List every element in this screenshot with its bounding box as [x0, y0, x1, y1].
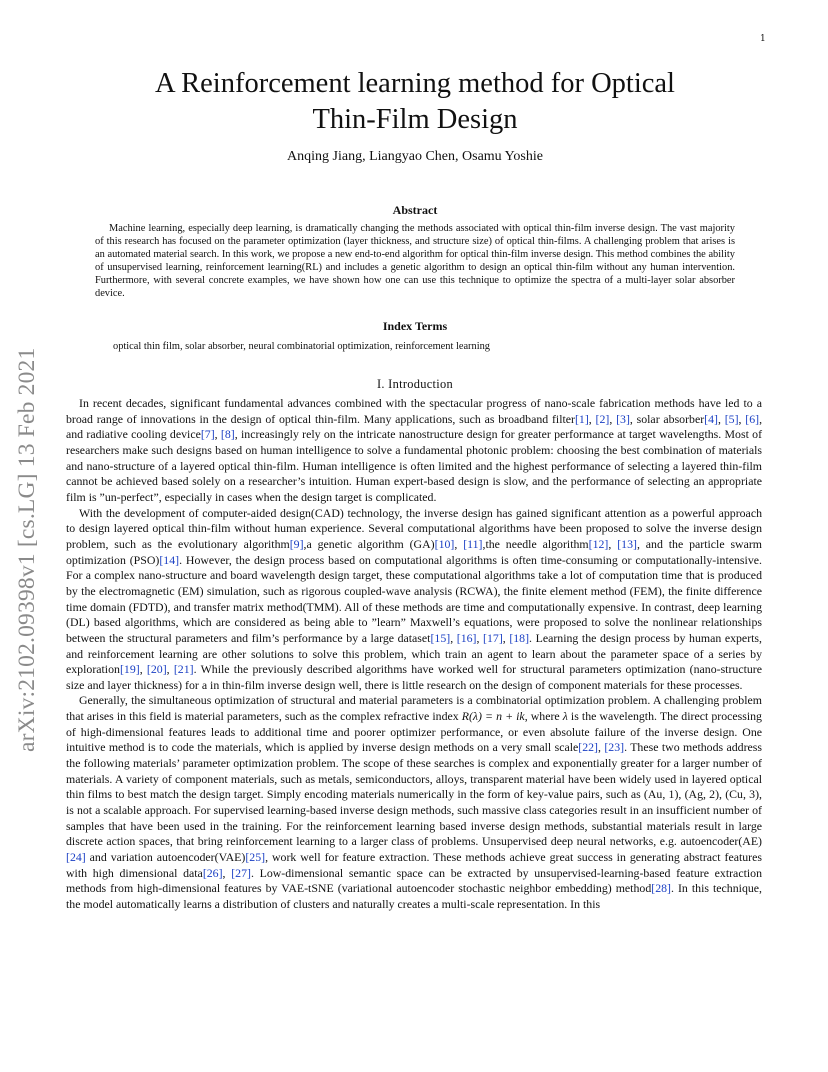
- math-lambda: λ: [562, 709, 568, 724]
- citation-link[interactable]: [23]: [604, 740, 625, 755]
- citation-link[interactable]: [27]: [231, 865, 251, 880]
- text-run: ,: [450, 630, 457, 645]
- abstract-heading: Abstract: [392, 203, 438, 217]
- citation-link[interactable]: [1]: [574, 411, 589, 426]
- citation-link[interactable]: [6]: [745, 411, 760, 426]
- text-run: . In this technique, the model automatically learns a distribution of clusters and naturally creates a multi-scale representation. In this: [66, 881, 763, 911]
- text-run: ,: [598, 740, 605, 755]
- citation-link[interactable]: [18]: [509, 630, 530, 645]
- citation-link[interactable]: [24]: [66, 850, 86, 865]
- paragraph-2: [66, 506, 762, 694]
- citation-link[interactable]: [13]: [617, 536, 637, 551]
- citation-link[interactable]: [3]: [616, 411, 630, 426]
- citation-link[interactable]: [14]: [159, 552, 180, 567]
- citation-link[interactable]: [20]: [146, 662, 167, 677]
- citation-link[interactable]: [17]: [483, 630, 503, 645]
- text-run: and variation autoencoder(VAE): [85, 850, 246, 865]
- text-run: ,: [166, 662, 174, 677]
- text-run: . These two methods address the following materials’ parameter optimization problem. The scope of these searches is complex and exponentially greater for a larger number of materials. A variety of component materials, such as metals, semiconductors, alloys, transparent material have been widely used in layered optical thin films to best match the design target. Simply encoding materials numerically in the form of key-value pairs, such as (Au, 1), (Ag, 2), (Cu, 3), is not a scalable approach. For supervised learning-based inverse design methods, such massive class categories result in an insufficient number of samples that have been used in the training. For the reinforcement learning based inverse design methods, substantial materials result in large discrete action spaces, that bring reinforcement learning to a larger class of problems. Unsupervised deep neural networks, e.g. autoencoder(AE): [66, 740, 763, 849]
- citation-link[interactable]: [10]: [434, 536, 455, 551]
- text-run: ,: [588, 411, 596, 426]
- text-run: . Low-dimensional semantic space can be extracted by unsupervised-learning-based feature extraction methods from high-dimensional features by VAE-tSNE (variational autoencoder stochastic neighbor embedding) method: [66, 865, 762, 896]
- text-run: ,: [608, 536, 618, 551]
- citation-link[interactable]: [5]: [724, 411, 739, 426]
- text-run: ,the needle algorithm: [482, 536, 589, 551]
- text-run: With the development of computer-aided design(CAD) technology, the inverse design has gained significant attention as a powerful approach to design layered optical thin-film without human experience. Several computational algorithms have been proposed to solve the inverse design problem, such as the evolutionary algorithm: [66, 505, 762, 551]
- citation-link[interactable]: [7]: [200, 427, 215, 442]
- index-terms-heading: Index Terms: [382, 319, 448, 333]
- text-run: ,: [139, 662, 147, 677]
- paragraph-1: [66, 396, 762, 506]
- section-heading-introduction: I. Introduction: [376, 377, 454, 391]
- text-run: ,: [454, 536, 464, 551]
- citation-link[interactable]: [19]: [119, 662, 140, 677]
- text-run: , work well for feature extraction. These methods achieve great success in generating abstract features with high dimensional data: [66, 850, 762, 880]
- citation-link[interactable]: [28]: [651, 881, 671, 896]
- text-run: ,: [609, 411, 617, 426]
- author-list: Anqing Jiang, Liangyao Chen, Osamu Yoshie: [287, 149, 543, 164]
- text-run: ,: [502, 630, 510, 645]
- text-run: . While the previously described algorithms have worked well for structural parameters optimization (nano-structure size and layer thickness) for a in thin-film inverse design well, there is little research on the design of component materials for these processes.: [66, 662, 763, 692]
- citation-link[interactable]: [9]: [289, 536, 304, 551]
- citation-link[interactable]: [15]: [430, 630, 451, 645]
- citation-link[interactable]: [4]: [704, 411, 718, 426]
- text-run: , increasingly rely on the intricate nanostructure design for greater performance at target wavelengths. Most of researchers make such designs based on human intelligence to solve a fundamental photonic problem: choosing the best combination of materials and nano-structure of a layered optical thin-film. Human intelligence is often limited and the highest performance of selecting a layered thin-film cannot be achieved based solely on a researcher’s intuition. Human expert-based design is slow, and the performance of selecting an appropriate film is ”un-perfect”, especially in cases when the design target is complicated.: [66, 427, 763, 504]
- text-run: . Learning the design process by human experts, and reinforcement learning are other solutions to solve this problem, which train an agent to learn about the parameter space of a series by exploration: [66, 630, 762, 677]
- citation-link[interactable]: [21]: [173, 662, 194, 677]
- title-line-1: A Reinforcement learning method for Optical: [155, 68, 675, 99]
- page-number: 1: [760, 34, 766, 44]
- citation-link[interactable]: [8]: [220, 427, 235, 442]
- text-run: ,: [214, 427, 221, 442]
- title-line-2: Thin-Film Design: [312, 104, 518, 135]
- citation-link[interactable]: [22]: [578, 740, 598, 755]
- paper-title: [70, 66, 760, 138]
- citation-link[interactable]: [25]: [245, 850, 266, 865]
- index-terms: optical thin film, solar absorber, neural combinatorial optimization, reinforcement learning: [113, 341, 490, 352]
- text-run: ,: [717, 411, 725, 426]
- citation-link[interactable]: [16]: [456, 630, 477, 645]
- abstract-text: Machine learning, especially deep learning, is dramatically changing the methods associated with optical thin-film inverse design. The vast majority of this research has focused on the parameter optimization (layer thickness, and structure size) of optical thin-films. A challenging problem that arises is an automated material search. In this work, we propose a new end-to-end algorithm for optical thin-film inverse design. This method combines the ability of unsupervised learning, reinforcement learning(RL) and includes a genetic algorithm to design an optical thin-film without any human intervention. Furthermore, with several concrete examples, we have shown how one can use this technique to optimize the spectra of a multi-layer solar absorber device.: [95, 223, 735, 300]
- citation-link[interactable]: [11]: [463, 536, 483, 551]
- text-run: , where: [524, 709, 563, 724]
- text-run: ,: [222, 865, 232, 880]
- citation-link[interactable]: [12]: [588, 536, 609, 551]
- paragraph-3: [66, 693, 762, 912]
- text-run: Generally, the simultaneous optimization of structural and material parameters is a combinatorial optimization problem. A challenging problem that arises in this field is material parameters, such as the complex refractive index: [66, 693, 762, 724]
- citation-link[interactable]: [26]: [202, 865, 223, 880]
- math-refractive-index: R(λ) = n + ik: [461, 709, 525, 724]
- text-run: ,: [476, 630, 484, 645]
- text-run: is the wavelength. The direct processing of high-dimensional features leads to additional time and poorer optimizer performance, or even absolute failure of the inverse design. One intuitive method is to code the materials, which is applied by inverse design methods on a very small scale: [66, 709, 762, 755]
- introduction-body: [66, 396, 762, 913]
- text-run: , and radiative cooling device: [66, 411, 763, 442]
- text-run: ,a genetic algorithm (GA): [303, 536, 435, 551]
- text-run: , solar absorber: [629, 411, 705, 426]
- text-run: , and the particle swarm optimization (PSO): [66, 536, 763, 567]
- arxiv-identifier-stamp: arXiv:2102.09398v1 [cs.LG] 13 Feb 2021: [14, 347, 40, 752]
- text-run: . However, the design process based on computational algorithms is often time-consuming or computationally-intensive. For a complex nano-structure and board wavelength design target, these computational algorithms take a lot of computation time that is produced by the electromagnetic (EM) simulation, such as rigorous coupled-wave analysis (RCWA), the finite element method (FEM), the finite difference time domain (FDTD), and transfer matrix method(TMM). All of these methods are time and computationally expensive. In contrast, deep learning (DL) based algorithms, which are considered as being able to ”learn” Maxwell’s equations, were proposed to solve the nonlinear relationships between the structural parameters and film’s performance by a large dataset: [66, 552, 762, 645]
- text-run: ,: [738, 411, 746, 426]
- text-run: In recent decades, significant fundamental advances combined with the spectacular progress of nano-scale fabrication methods have led to a broad range of innovations in the design of optical thin-film. Many applications, such as broadband filter: [66, 396, 762, 426]
- citation-link[interactable]: [2]: [595, 411, 610, 426]
